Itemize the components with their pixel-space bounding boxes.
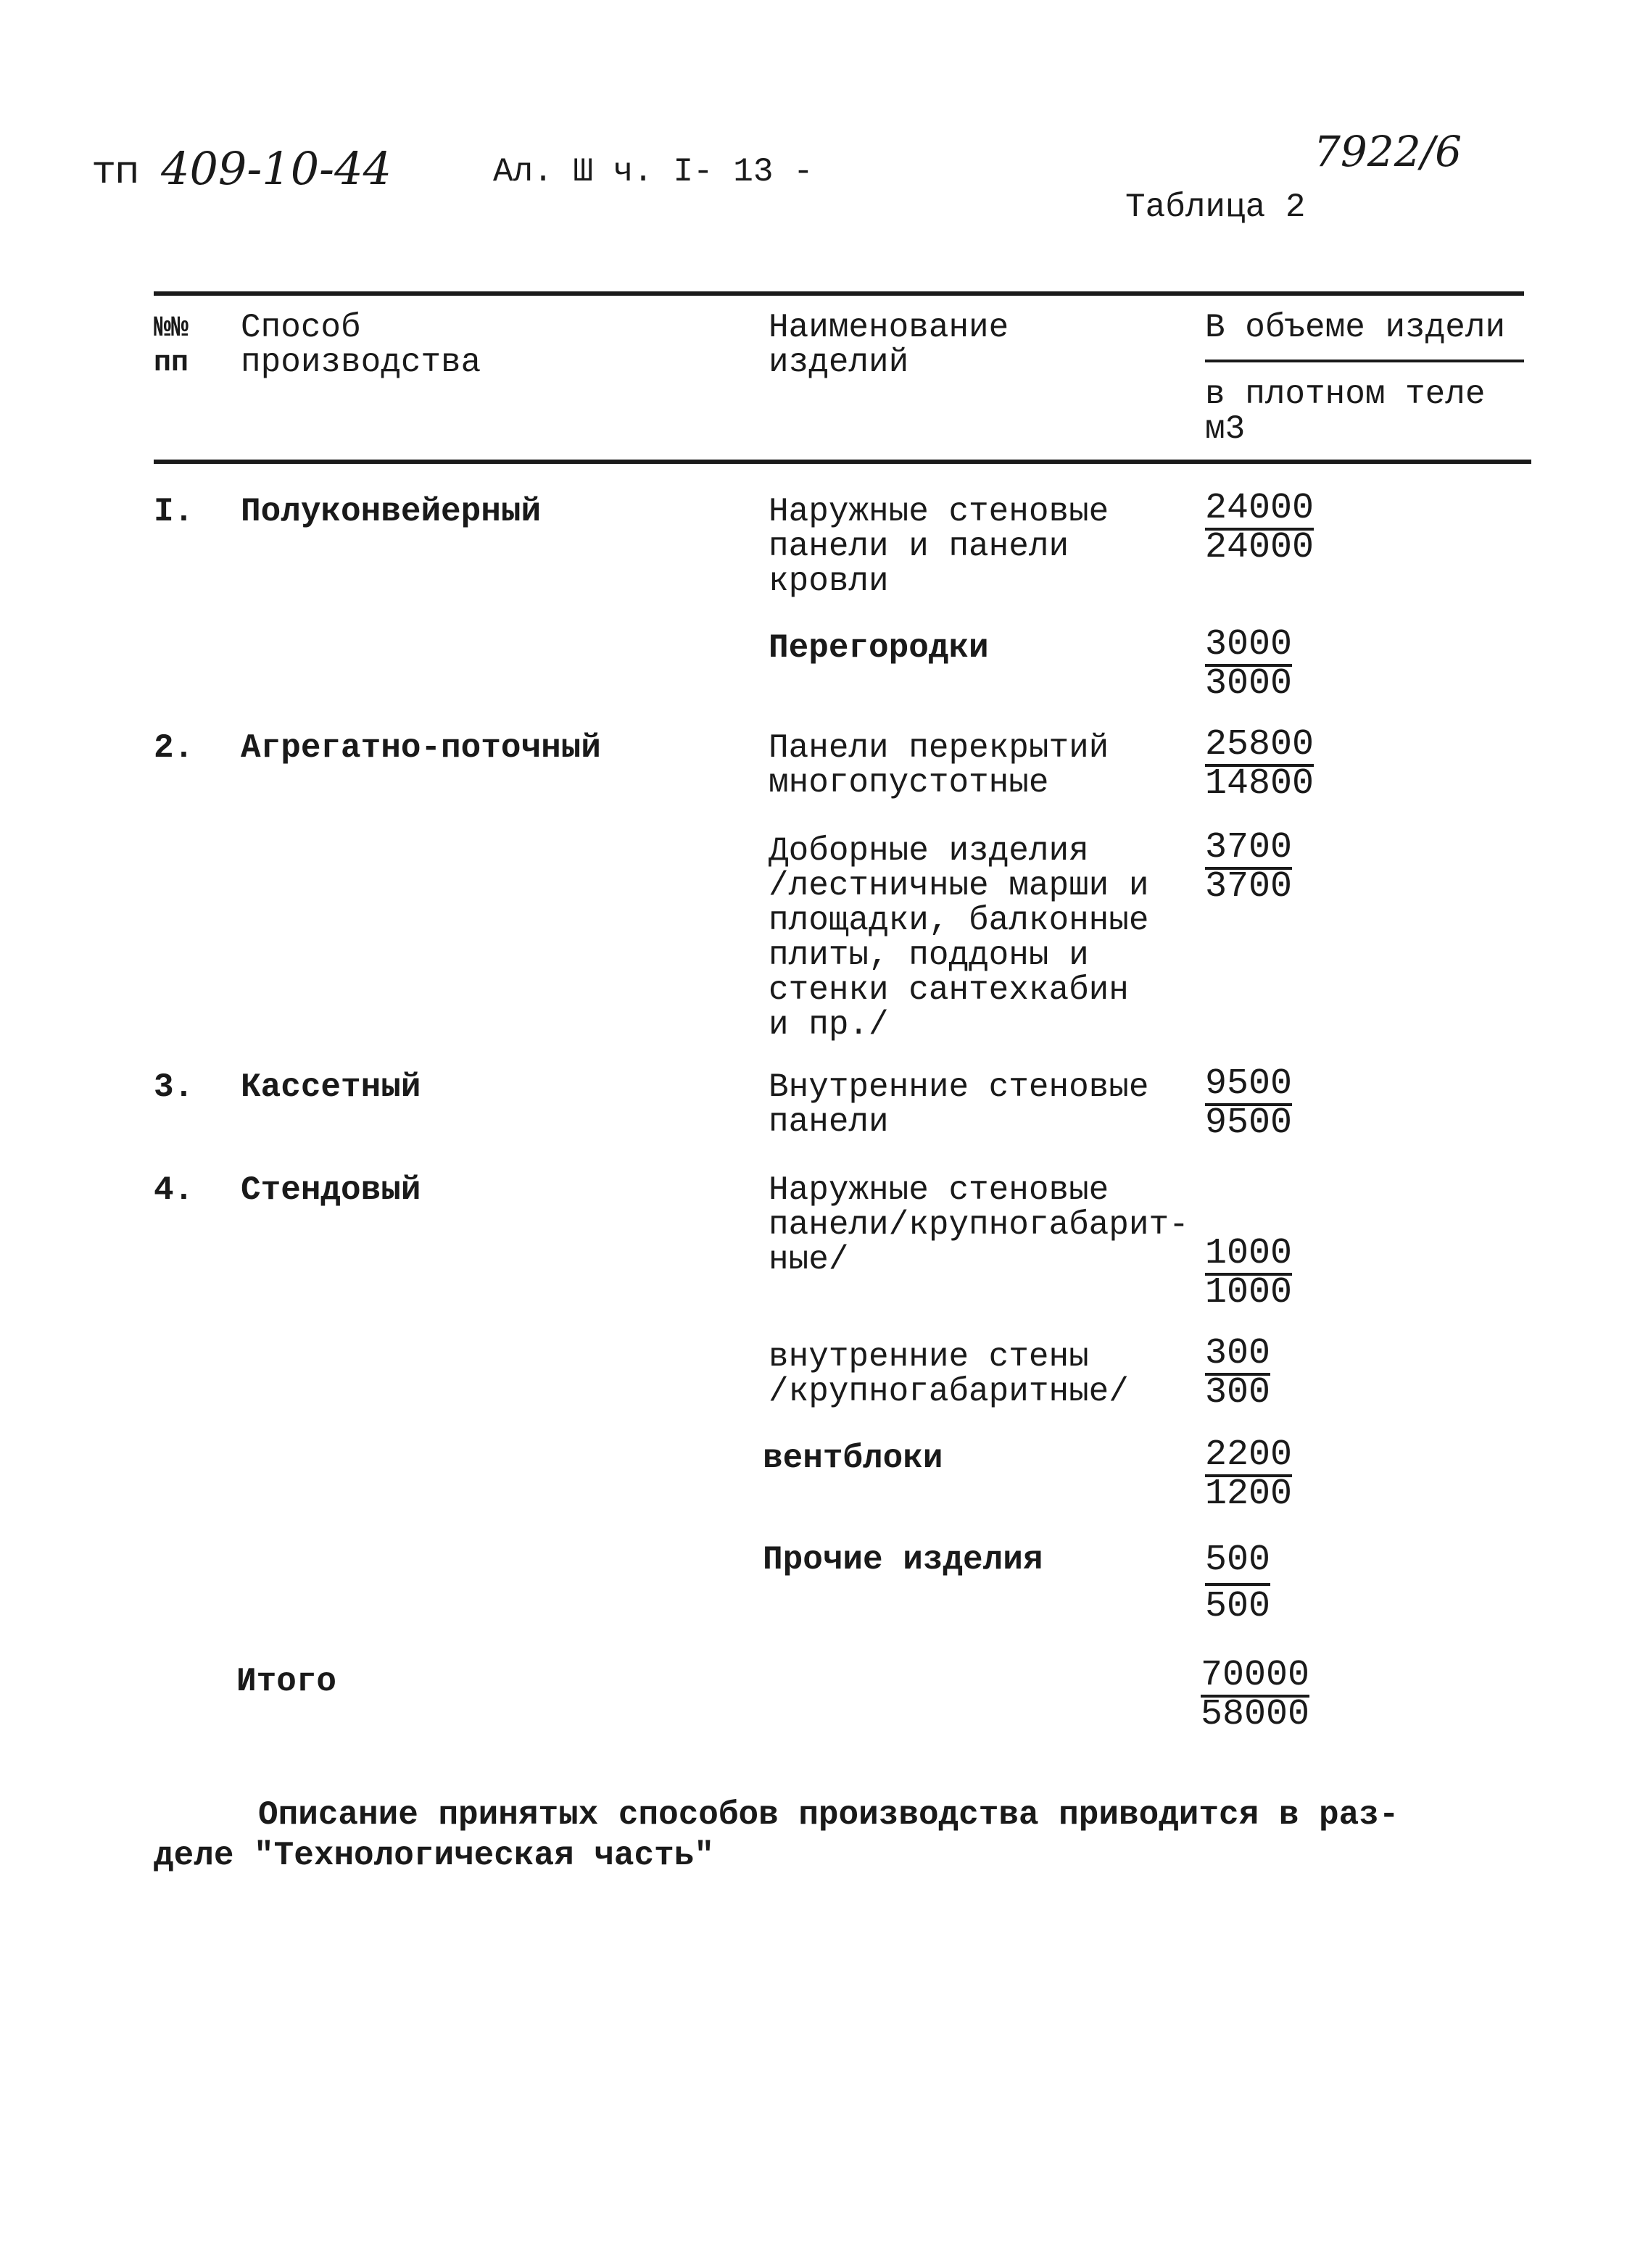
value-bottom: 3700 <box>1205 866 1293 907</box>
inventory-number: 7922/6 <box>1314 127 1462 176</box>
value-bottom: 14800 <box>1205 763 1315 805</box>
value-top: 500 <box>1205 1540 1270 1586</box>
table-label: Таблица 2 <box>1125 188 1306 226</box>
total-value <box>1201 1655 1310 1735</box>
row-value <box>1205 624 1293 705</box>
col-header-product: Наименование изделий <box>769 309 1009 381</box>
row-value <box>1205 1233 1293 1313</box>
row-method: Стендовый <box>241 1171 421 1209</box>
value-bottom: 3000 <box>1205 663 1293 705</box>
value-top: 1000 <box>1205 1233 1293 1274</box>
value-top: 25800 <box>1205 724 1315 765</box>
row-product: Наружные стеновые панели и панели кровли <box>769 493 1109 600</box>
row-number: 4. <box>154 1171 194 1209</box>
value-top: 9500 <box>1205 1063 1293 1105</box>
value-bottom: 9500 <box>1205 1102 1293 1144</box>
total-label: Итого <box>236 1663 337 1700</box>
volume-sub-rule <box>1205 360 1524 362</box>
row-value <box>1205 488 1315 568</box>
col-header-number: №№ пп <box>154 312 189 380</box>
value-top: 3700 <box>1205 827 1293 868</box>
row-value <box>1205 1333 1271 1413</box>
value-bottom: 1200 <box>1205 1474 1293 1515</box>
series-number: 409-10-44 <box>161 142 392 195</box>
col-header-volume-sub: в плотном теле м3 <box>1205 375 1486 448</box>
col-header-method: Способ производства <box>241 309 481 381</box>
row-value <box>1205 827 1293 907</box>
row-product: Перегородки <box>769 629 989 667</box>
row-number: 2. <box>154 729 194 767</box>
row-value <box>1205 1063 1293 1144</box>
value-top: 300 <box>1205 1333 1271 1374</box>
row-number: 3. <box>154 1068 194 1106</box>
footnote: Описание принятых способов производства приводится в раз- деле "Технологическая часть" <box>154 1796 1399 1874</box>
value-top: 3000 <box>1205 624 1293 665</box>
row-method: Кассетный <box>241 1068 421 1106</box>
row-product: Прочие изделия <box>763 1541 1043 1579</box>
row-product: Доборные изделия /лестничные марши и площадки, балконные плиты, поддоны и стенки сантехкабин и пр./ <box>769 832 1149 1044</box>
value-top: 70000 <box>1201 1655 1310 1696</box>
row-product: Наружные стеновые панели/крупногабарит- ные/ <box>769 1171 1189 1279</box>
row-value <box>1205 1540 1270 1628</box>
col-header-volume: В объеме издели <box>1205 310 1506 345</box>
row-product: внутренние стены /крупногабаритные/ <box>769 1338 1129 1411</box>
value-bottom: 300 <box>1205 1372 1271 1413</box>
header-top-rule <box>154 291 1524 296</box>
value-bottom: 58000 <box>1201 1694 1310 1735</box>
row-product: Панели перекрытий многопустотные <box>769 729 1109 802</box>
header-bottom-rule <box>154 460 1531 464</box>
value-bottom: 1000 <box>1205 1272 1293 1313</box>
row-value <box>1205 724 1315 805</box>
value-bottom: 24000 <box>1205 527 1315 568</box>
series-prefix: тп <box>93 149 140 192</box>
album-reference: Ал. Ш ч. I- 13 - <box>493 153 814 191</box>
row-method: Агрегатно-поточный <box>241 729 601 767</box>
row-value <box>1205 1434 1293 1515</box>
row-product: Внутренние стеновые панели <box>769 1068 1149 1141</box>
row-number: I. <box>154 493 194 531</box>
value-bottom: 500 <box>1205 1586 1271 1627</box>
value-top: 24000 <box>1205 488 1315 529</box>
value-top: 2200 <box>1205 1434 1293 1476</box>
row-product: вентблоки <box>763 1440 943 1477</box>
row-method: Полуконвейерный <box>241 493 542 531</box>
